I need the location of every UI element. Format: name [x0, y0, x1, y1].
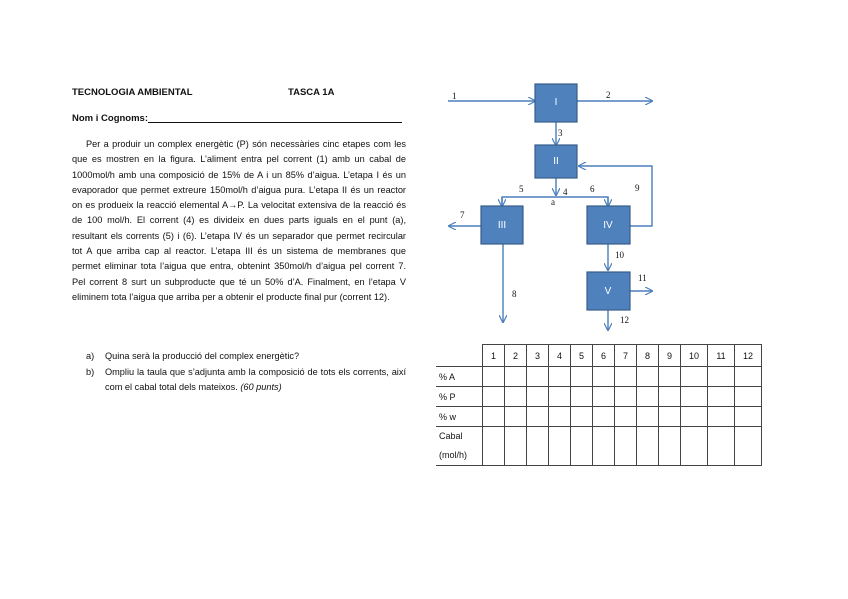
stream-3-label: 3	[558, 128, 563, 138]
question-b-label: b)	[86, 367, 95, 377]
table-cell[interactable]	[549, 407, 571, 427]
table-cell[interactable]	[735, 387, 762, 407]
col-header: 5	[571, 345, 593, 367]
split-point-label: a	[551, 197, 555, 207]
table-cell[interactable]	[527, 427, 549, 466]
stream-9-label: 9	[635, 183, 640, 193]
table-cell[interactable]	[681, 407, 708, 427]
table-cell[interactable]	[735, 407, 762, 427]
stream-12-label: 12	[620, 315, 629, 325]
table-cell[interactable]	[708, 427, 735, 466]
stream-7-label: 7	[460, 210, 465, 220]
table-cell[interactable]	[527, 367, 549, 387]
table-cell[interactable]	[593, 387, 615, 407]
stream-4-label: 4	[563, 187, 568, 197]
table-cell[interactable]	[505, 367, 527, 387]
table-cell[interactable]	[505, 427, 527, 466]
col-header: 2	[505, 345, 527, 367]
table-row	[436, 427, 762, 466]
table-cell[interactable]	[571, 427, 593, 466]
table-cell[interactable]	[637, 367, 659, 387]
table-cell[interactable]	[615, 367, 637, 387]
split-line	[502, 197, 608, 205]
col-header: 1	[483, 345, 505, 367]
col-header: 3	[527, 345, 549, 367]
table-cell[interactable]	[571, 407, 593, 427]
stage-II-label: II	[553, 156, 559, 167]
table-cell[interactable]	[659, 407, 681, 427]
table-cell[interactable]	[708, 407, 735, 427]
col-header: 10	[681, 345, 708, 367]
question-b-text: Ompliu la taula que s’adjunta amb la composició de tots els corrents, així com el cabal total dels mateixos.	[105, 367, 406, 393]
question-a-label: a)	[86, 351, 95, 361]
table-row	[436, 387, 762, 407]
table-cell[interactable]	[593, 407, 615, 427]
stage-III-label: III	[497, 220, 507, 231]
table-cell[interactable]	[549, 427, 571, 466]
question-a-text: Quina serà la producció del complex energètic?	[105, 351, 300, 361]
table-cell[interactable]	[483, 367, 505, 387]
row-header: % A	[436, 367, 483, 387]
table-cell[interactable]	[681, 367, 708, 387]
table-cell[interactable]	[659, 367, 681, 387]
task-title: TASCA 1A	[288, 87, 335, 98]
table-row	[436, 407, 762, 427]
table-row	[436, 367, 762, 387]
table-cell[interactable]	[681, 387, 708, 407]
table-cell[interactable]	[708, 387, 735, 407]
table-cell[interactable]	[735, 427, 762, 466]
table-cell[interactable]	[549, 367, 571, 387]
stream-2-label: 2	[606, 90, 611, 100]
col-header: 8	[637, 345, 659, 367]
table-cell[interactable]	[637, 387, 659, 407]
table-cell[interactable]	[615, 427, 637, 466]
composition-table	[436, 344, 762, 466]
table-cell[interactable]	[659, 427, 681, 466]
table-cell[interactable]	[637, 427, 659, 466]
stage-I-label: I	[554, 97, 558, 108]
table-cell[interactable]	[593, 427, 615, 466]
stream-1-label: 1	[452, 91, 457, 101]
stage-V-label: V	[604, 286, 612, 297]
stage-IV-label: IV	[603, 220, 613, 231]
stream-6-label: 6	[590, 184, 595, 194]
table-cell[interactable]	[735, 367, 762, 387]
col-header: 6	[593, 345, 615, 367]
table-cell[interactable]	[659, 387, 681, 407]
table-cell[interactable]	[483, 427, 505, 466]
table-cell[interactable]	[571, 367, 593, 387]
stream-10-label: 10	[615, 250, 624, 260]
table-cell[interactable]	[637, 407, 659, 427]
table-cell[interactable]	[681, 427, 708, 466]
col-header: 7	[615, 345, 637, 367]
table-cell[interactable]	[483, 407, 505, 427]
row-header-cabal	[436, 427, 483, 466]
stream-5-label: 5	[519, 184, 524, 194]
course-title: TECNOLOGIA AMBIENTAL	[72, 87, 193, 98]
table-cell[interactable]	[615, 387, 637, 407]
table-cell[interactable]	[708, 367, 735, 387]
name-label: Nom i Cognoms:	[72, 113, 148, 124]
col-header: 11	[708, 345, 735, 367]
stream-11-label: 11	[638, 273, 647, 283]
question-b-points: (60 punts)	[240, 382, 282, 393]
table-cell[interactable]	[527, 387, 549, 407]
table-cell[interactable]	[549, 387, 571, 407]
table-cell[interactable]	[505, 407, 527, 427]
problem-statement: Per a produir un complex energètic (P) són necessàries cinc etapes com les que es mostren en la figura. L’aliment entra pel corrent (1) amb un cabal de 1000mol/h amb una composició de 15% de A i un 85% d’aigua. L’etapa I és un evaporador que permet extreure 150mol/h d’aigua pura. L’etapa II és un reactor on es produeix la reacció elemental A→P. La velocitat extensiva de la reacció és de 100 mol/h. El corrent (4) es divideix en dues parts iguals en el punt (a), resultant els corrents (5) i (6). L’etapa IV és un separador que permet recircular tot A que arriba cap al reactor. L’etapa III és un sistema de membranes que permet eliminar tota l’aigua que entra, obtenint 350mol/h d’aigua pel corrent 7. Pel corrent 8 surt un subproducte que té un 50% d’A. Finalment, en l’etapa V eliminem tota l’aigua que arriba per a obtenir el producte final pur (corrent 12).	[72, 139, 406, 302]
row-header: % w	[436, 407, 483, 427]
table-cell[interactable]	[571, 387, 593, 407]
stream-8-label: 8	[512, 289, 517, 299]
table-cell[interactable]	[483, 387, 505, 407]
col-header: 9	[659, 345, 681, 367]
table-cell[interactable]	[505, 387, 527, 407]
table-corner	[436, 345, 483, 367]
cabal-unit: (mol/h)	[439, 450, 468, 460]
table-cell[interactable]	[593, 367, 615, 387]
row-header: % P	[436, 387, 483, 407]
table-cell[interactable]	[527, 407, 549, 427]
col-header: 12	[735, 345, 762, 367]
table-cell[interactable]	[615, 407, 637, 427]
cabal-label: Cabal	[439, 431, 463, 441]
col-header: 4	[549, 345, 571, 367]
table-header-row	[436, 345, 762, 367]
